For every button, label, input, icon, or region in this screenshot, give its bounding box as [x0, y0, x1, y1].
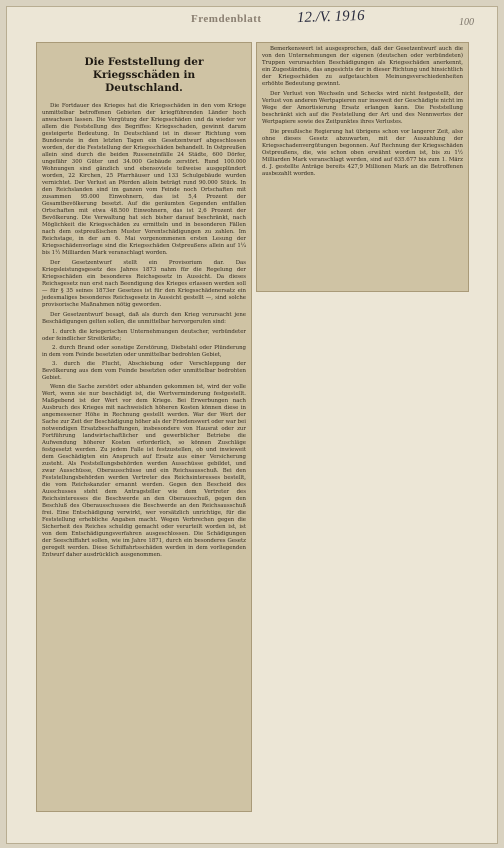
article-headline [46, 56, 242, 95]
newspaper-stamp: Fremdenblatt [191, 13, 262, 25]
headline-line-2: Deutschland. [105, 82, 183, 94]
article-paragraph: Der Gesetzentwurf stellt ein Provisorium dar. Das Kriegsleistungsgesetz des Jahres 1873 nahm für die Regelung der Kriegsschäden ein besonderes Reichsgesetz in Aussicht. Da dieses Reichsgesetz nun erst nach Beendigung des Krieges erlassen werden soll — für § 35 seines 1873er Gesetzes ist für den Kriegsschädenersatz ein jedesmaliges besonderes Reichsgesetz in Aussicht gestellt —, sind solche provisorische Maßnahmen nötig geworden. [42, 260, 246, 308]
clipping-left-column [36, 42, 252, 812]
article-paragraph: Wenn die Sache zerstört oder abhanden gekommen ist, wird der volle Wert, wenn sie nur beschädigt ist, die Wertverminderung festgestellt. Maßgebend ist der Wert vor dem Kriege. Bei Erwerbungen nach Ausbruch des Krieges mit nachweislich höheren Kosten können diese in angemessener Höhe in Rechnung gestellt werden. War der Wert der Sache zur Zeit der Beschädigung höher als der Friedenswert oder war bei notwendigen Ersatzbeschaffungen, insbesondere von Hausrat oder zur Fortführung landwirtschaftlicher und gewerblicher Betriebe die Aufwendung höherer Kosten erforderlich, so können Zuschläge festgesetzt werden. Zu jedem Falle ist festzustellen, ob und inwieweit dem Geschädigten ein Anspruch auf Ersatz aus einer Versicherung zusteht. Als Feststellungsbehörden werden Ausschüsse gebildet, und zwar Ausschüsse, Oberausschüsse und ein Reichsausschuß. Bei den Feststellungsbehörden werden Vertreter des Reichsinteresses bestellt, die vom Reichskanzler ernannt werden. Gegen den Bescheid des Ausschusses steht dem Antragsteller wie dem Vertreter des Reichsinteresses die Beschwerde an den Oberausschuß, gegen den Beschluß des Oberausschusses die Beschwerde an den Reichsausschuß frei. Eine Entschädigung verwirkt, wer vorsätzlich unrichtige, für die Feststellung erhebliche Angaben macht. Wegen Verbrechen gegen die Sicherheit des Reiches schuldig gemacht oder verurteilt worden ist, ist von dem Entschädigungsverfahren ausgeschlossen. Die Schädigungen der Seeschiffahrt sollen, wie im Jahre 1871, durch ein besonderes Gesetz geregelt werden. Diese Schiffahrtsschäden werden in dem vorliegenden Entwurf daher ausdrücklich ausgenommen. [42, 384, 246, 558]
article-paragraph: Bemerkenswert ist ausgesprochen, daß der Gesetzentwurf auch die von den Unternehmungen der eigenen (deutschen oder verbündeten) Truppen verursachten Beschädigungen als Kriegsschäden anerkennt, ein Zugeständnis, das angesichts der in dieser Richtung und hinsichtlich der Kriegsschäden zu aufgetauchten Meinungsverschiedenheiten erhöhte Bedeutung gewinnt. [262, 46, 463, 87]
handwritten-date: 12./V. 1916 [296, 7, 365, 27]
clipping-right-column [256, 42, 469, 292]
page-number: 100 [459, 17, 474, 28]
article-paragraph: Der Verlust von Wechseln und Schecks wird nicht festgestellt, der Verlust von anderen Wertpapieren nur insoweit der Geschädigte nicht im Wege der Amortisierung Ersatz erlangen kann. Die Feststellung beschränkt sich auf die Feststellung der Art und des Nennwertes der Wertpapiere sowie des Zeitpunktes ihres Verlustes. [262, 91, 463, 125]
article-paragraph: Der Gesetzentwurf besagt, daß als durch den Krieg verursacht jene Beschädigungen gelten sollen, die unmittelbar hervorgerufen sind: [42, 312, 246, 325]
article-paragraph: Die preußische Regierung hat übrigens schon vor langerer Zeit, also ohne dieses Gesetz abzuwarten, mit der Auszahlung der Kriegsschadenvergütungen begonnen. Auf Rechnung der Kriegsschäden Ostpreußens, die, wie schon oben erwähnt worden ist, bis zu 1½ Milliarden Mark veranschlagt werden, sind auf 635.677 bis zum 1. März d. J. gestellte Anträge bereits 427,9 Millionen Mark an die Betroffenen ausbezahlt worden. [262, 129, 463, 177]
headline-line-1: Die Feststellung der Kriegsschäden in [84, 56, 204, 81]
article-list-item: 3. durch die Flucht, Abschiebung oder Verschleppung der Bevölkerung aus dem vom Feinde besetzten oder unmittelbar bedrohten Gebiet. [42, 361, 246, 381]
article-list-item: 2. durch Brand oder sonstige Zerstörung, Diebstahl oder Plünderung in dem vom Feinde besetzten oder unmittelbar bedrohten Gebiet, [42, 345, 246, 358]
article-list-item: 1. durch die kriegerischen Unternehmungen deutscher, verbündeter oder feindlicher Streitkräfte; [42, 329, 246, 342]
article-paragraph: Die Fortdauer des Krieges hat die Kriegsschäden in den vom Kriege unmittelbar betroffenen Gebieten der kriegführenden Länder hoch anwachsen lassen. Die Vergütung der Kriegsschäden und da wieder vor allem die Feststellung des Begriffes: Kriegsschaden, gewinnt darum gesteigerte Bedeutung. In Deutschland ist in dieser Richtung vom Bundesrate in den letzten Tagen ein Gesetzentwurf abgeschlossen worden, der die Feststellung der Kriegsschäden behandelt. In Ostpreußen allein sind durch die beiden Russeneinfälle 24 Städte, 600 Dörfer, ungefähr 300 Güter und 34.000 Gebäude zerstört. Rund 100.000 Wohnungen sind gänzlich und ebensoviele teilweise ausgeplündert worden, 22 Kirchen, 25 Pfarrhäuser und 133 Schulgebäude wurden vernichtet. Der Verlust an Pferden allein beträgt rund 90.000 Stück. In den Reichslanden sind im ganzen vom Feinde noch Ortschaften mit zusammen 95.000 Einwohnern, das ist 5,4 Prozent der Gesamtbevölkerung besetzt. Auf die geräumten Gegenden entfallen Ortschaften mit etwa 48.500 Einwohnern, das ist 2,6 Prozent der Bevölkerung. Die Verwaltung hat sich bisher darauf beschränkt, nach Möglichkeit die Kriegsschäden zu ermitteln und in besonderen Fällen nach dem ostpreußischen Muster Vorentschädigungen zu zahlen. Im Reichstage, in der am 6. Mai vorgenommenen ersten Lesung der Kriegsschädenvorlage sind die Kriegsschäden Ostpreußens allein auf 1¼ bis 1½ Milliarden Mark veranschlagt worden. [42, 103, 246, 256]
